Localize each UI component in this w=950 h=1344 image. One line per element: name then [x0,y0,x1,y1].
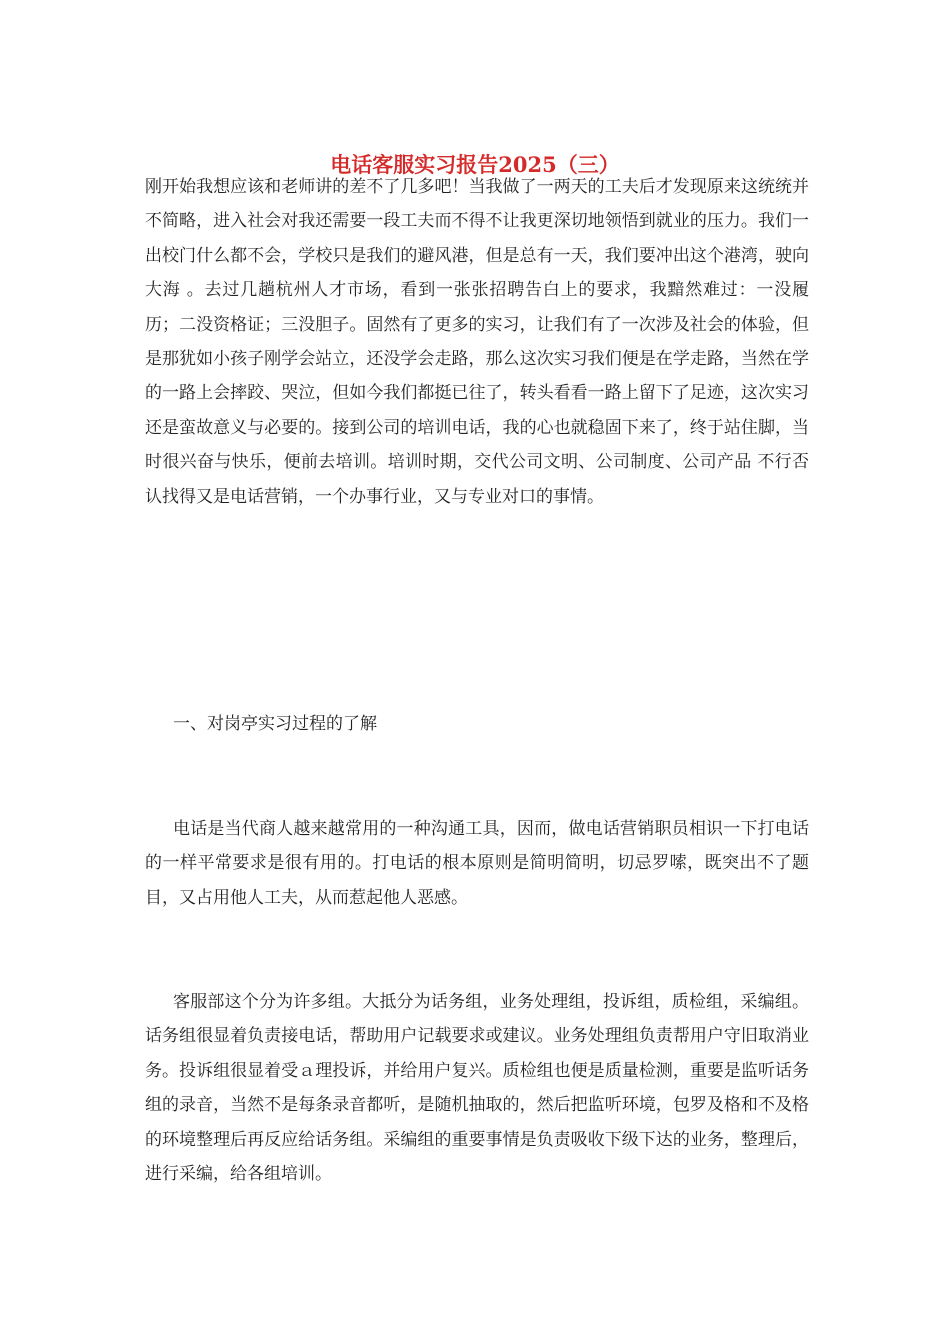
paragraph-intro: 刚开始我想应该和老师讲的差不了几多吧！当我做了一两天的工夫后才发现原来这统统并不简略，进入社会对我还需要一段工夫而不得不让我更深切地领悟到就业的压力。我们一出校门什么都不会，学校只是我们的避风港，但是总有一天，我们要冲出这个港湾，驶向 大海 。去过几趟杭州人才市场，看到一张张招聘告白上的要求，我黯然难过：一没履历；二没资格证；三没胆子。固然有了更多的实习，让我们有了一次涉及社会的体验，但是那犹如小孩子刚学会站立，还没学会走路，那么这次实习我们便是在学走路，当然在学的一路上会摔跤、哭泣，但如今我们都挺已往了，转头看看一路上留下了足迹，这次实习还是蛮故意义与必要的。接到公司的培训电话，我的心也就稳固下来了，终于站住脚，当时很兴奋与快乐，便前去培训。培训时期，交代公司文明、公司制度、公司产品 不行否认找得又是电话营销，一个办事行业，又与专业对口的事情。 [145,177,809,507]
paragraph-department-groups: 客服部这个分为许多组。大抵分为话务组，业务处理组，投诉组，质检组，采编组。话务组很显着负责接电话，帮助用户记载要求或建议。业务处理组负责帮用户守旧取消业务。投诉组很显着受ａ理投诉，并给用户复兴。质检组也便是质量检测，重要是监听话务组的录音，当然不是每条录音都听，是随机抽取的，然后把监听环境，包罗及格和不及格的环境整理后再反应给话务组。采编组的重要事情是负责吸收下级下达的业务，整理后，进行采编，给各组培训。 [145,992,809,1185]
paragraph-phone-basics: 电话是当代商人越来越常用的一种沟通工具，因而，做电话营销职员相识一下打电话的一样平常要求是很有用的。打电话的根本原则是简明简明，切忌罗嗦，既突出不了题目，又占用他人工夫，从而惹起他人恶感。 [145,819,809,908]
section-heading: 一、对岗亭实习过程的了解 [173,714,377,734]
document-title: 电话客服实习报告2025（三） [330,152,620,177]
